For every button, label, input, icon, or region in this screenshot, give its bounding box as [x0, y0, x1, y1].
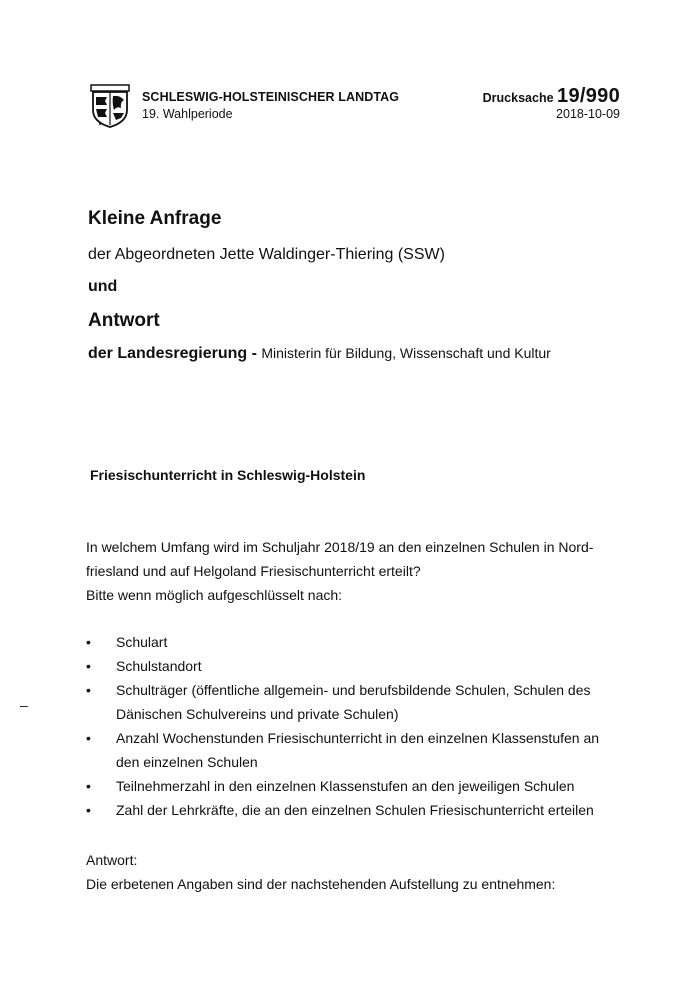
topic-heading: Friesischunterricht in Schleswig-Holstein [90, 467, 366, 483]
list-item [86, 774, 626, 798]
answer-text: Die erbetenen Angaben sind der nachstehenden Aufstellung zu entnehmen: [86, 876, 556, 892]
heading-und: und [88, 278, 118, 295]
bullet: • [86, 730, 91, 746]
list-item-text: Schulstandort [116, 658, 202, 674]
drucksache-label: Drucksache [482, 91, 554, 105]
questioner-line: der Abgeordneten Jette Waldinger-Thiering (SSW) [88, 246, 445, 263]
breakdown-list [86, 630, 626, 822]
margin-mark: – [20, 697, 28, 713]
list-item-text: Zahl der Lehrkräfte, die an den einzelnen Schulen Friesischunterricht erteilen [116, 802, 594, 818]
document-date: 2018-10-09 [556, 107, 620, 121]
bullet: • [86, 802, 91, 818]
question-line-3: Bitte wenn möglich aufgeschlüsselt nach: [86, 587, 343, 603]
list-item-text: Schulträger (öffentliche allgemein- und berufsbildende Schulen, Schulen des Dänischen Schulvereins und private Schulen) [116, 682, 591, 722]
question-line-1: In welchem Umfang wird im Schuljahr 2018/19 an den einzelnen Schulen in Nord- [86, 539, 594, 555]
election-period: 19. Wahlperiode [142, 107, 233, 121]
bullet: • [86, 634, 91, 650]
document-number [483, 85, 620, 108]
question-text [86, 535, 626, 607]
parliament-name: SCHLESWIG-HOLSTEINISCHER LANDTAG [142, 90, 400, 104]
list-item [86, 726, 626, 774]
answer-block [86, 848, 626, 896]
heading-antwort: Antwort [88, 310, 160, 331]
respondent-line [88, 345, 551, 363]
list-item [86, 798, 626, 822]
heading-kleine-anfrage: Kleine Anfrage [88, 208, 222, 229]
bullet: • [86, 778, 91, 794]
list-item-text: Schulart [116, 634, 168, 650]
question-line-2: friesland und auf Helgoland Friesischunterricht erteilt? [86, 563, 421, 579]
ministry-name: Ministerin für Bildung, Wissenschaft und Kultur [261, 345, 551, 361]
answer-label: Antwort: [86, 852, 138, 868]
bullet: • [86, 682, 91, 698]
drucksache-number: 19/990 [557, 85, 620, 107]
list-item [86, 630, 626, 654]
list-item-text: Teilnehmerzahl in den einzelnen Klassenstufen an den jeweiligen Schulen [116, 778, 575, 794]
regierung-label: der Landesregierung - [88, 345, 257, 362]
coat-of-arms-icon [90, 84, 130, 128]
bullet: • [86, 658, 91, 674]
list-item [86, 654, 626, 678]
list-item-text: Anzahl Wochenstunden Friesischunterricht in den einzelnen Klassenstufen an den einzelnen Schulen [116, 730, 600, 770]
list-item [86, 678, 626, 726]
